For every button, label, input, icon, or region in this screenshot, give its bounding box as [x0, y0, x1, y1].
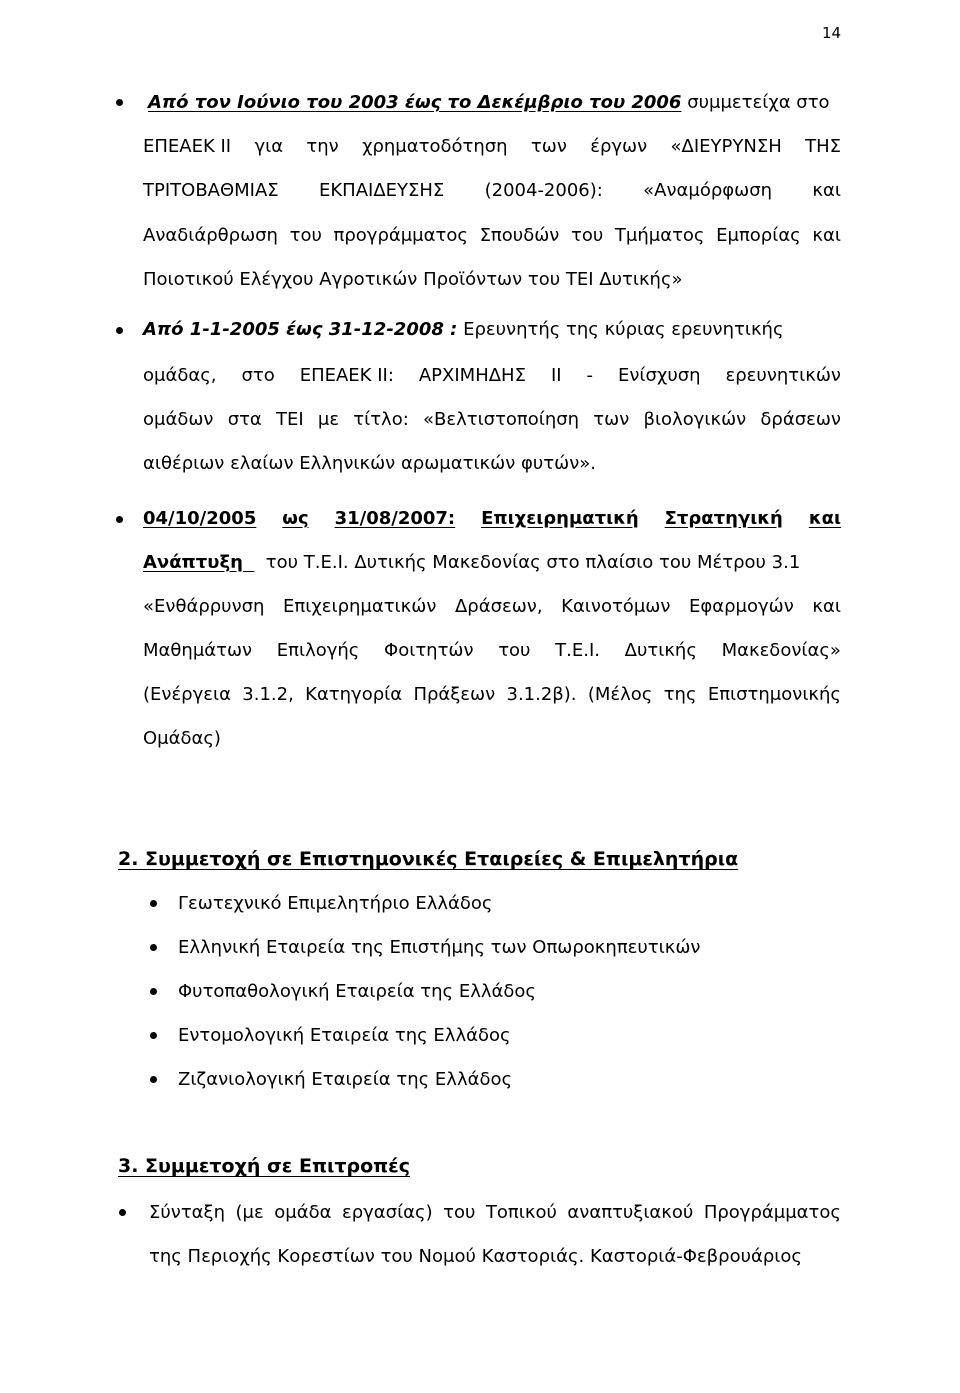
item1-line1-rest: συμμετείχα στο [687, 92, 830, 113]
item1-line3: ΤΡΙΤΟΒΑΘΜΙΑΣ ΕΚΠΑΙΔΕΥΣΗΣ (2004-2006): «Αναμόρφωση και [143, 180, 841, 201]
bullet-icon [116, 327, 123, 334]
item1-line2: ΕΠΕΑΕΚ ΙΙ για την χρηματοδότηση των έργων «ΔΙΕΥΡΥΝΣΗ ΤΗΣ [143, 136, 841, 157]
item3-line1: 04/10/2005 ως 31/08/2007: Επιχειρηματική Στρατηγική και [143, 508, 841, 529]
item2-line4: αιθέριων ελαίων Ελληνικών αρωματικών φυτών». [143, 453, 596, 474]
list-item: Γεωτεχνικό Επιμελητήριο Ελλάδος [178, 893, 493, 914]
bullet-icon [150, 1032, 157, 1039]
list-item: Εντομολογική Εταιρεία της Ελλάδος [178, 1025, 511, 1046]
item1-line1 [148, 92, 830, 114]
list-item: Ελληνική Εταιρεία της Επιστήμης των Οπωροκηπευτικών [178, 937, 701, 958]
item3-line6: Ομάδας) [143, 728, 221, 749]
bullet-icon [116, 99, 123, 106]
page-number: 14 [822, 24, 842, 42]
item2-line1 [143, 319, 784, 341]
section3-item1-line1: Σύνταξη (με ομάδα εργασίας) του Τοπικού αναπτυξιακού Προγράμματος [149, 1202, 841, 1223]
item3-lead: Ανάπτυξη [143, 552, 243, 573]
bullet-icon [150, 1076, 157, 1083]
item3-line5: (Ενέργεια 3.1.2, Κατηγορία Πράξεων 3.1.2β). (Μέλος της Επιστημονικής [143, 684, 841, 705]
item3-line2-rest: του Τ.Ε.Ι. Δυτικής Μακεδονίας στο πλαίσιο του Μέτρου 3.1 [265, 552, 801, 573]
list-item: Ζιζανιολογική Εταιρεία της Ελλάδος [178, 1069, 513, 1090]
item1-line4: Αναδιάρθρωση του προγράμματος Σπουδών του Τμήματος Εμπορίας και [143, 225, 841, 246]
item2-line1-rest: Ερευνητής της κύριας ερευνητικής [463, 319, 784, 340]
item2-line2: ομάδας, στο ΕΠΕΑΕΚ ΙΙ: ΑΡΧΙΜΗΔΗΣ ΙΙ - Ενίσχυση ερευνητικών [143, 365, 841, 386]
bullet-icon [150, 988, 157, 995]
item1-lead: Από τον Ιούνιο του 2003 έως το Δεκέμβριο του 2006 [148, 92, 682, 113]
item2-line3: ομάδων στα ΤΕΙ με τίτλο: «Βελτιστοποίηση των βιολογικών δράσεων [143, 409, 841, 430]
section3-heading: 3. Συμμετοχή σε Επιτροπές [118, 1155, 411, 1177]
item3-line4: Μαθημάτων Επιλογής Φοιτητών του Τ.Ε.Ι. Δυτικής Μακεδονίας» [143, 640, 841, 661]
bullet-icon [116, 516, 123, 523]
bullet-icon [119, 1209, 126, 1216]
item3-line3: «Ενθάρρυνση Επιχειρηματικών Δράσεων, Καινοτόμων Εφαρμογών και [143, 596, 841, 617]
item1-line5: Ποιοτικού Ελέγχου Αγροτικών Προϊόντων του ΤΕΙ Δυτικής» [143, 269, 683, 290]
bullet-icon [150, 944, 157, 951]
bullet-icon [150, 900, 157, 907]
list-item: Φυτοπαθολογική Εταιρεία της Ελλάδος [178, 981, 536, 1002]
section2-heading: 2. Συμμετοχή σε Επιστημονικές Εταιρείες & Επιμελητήρια [118, 848, 739, 870]
section3-item1-line2: της Περιοχής Κορεστίων του Νομού Καστοριάς. Καστοριά-Φεβρουάριος [149, 1246, 802, 1267]
item3-line2 [143, 552, 800, 574]
item2-lead: Από 1-1-2005 έως 31-12-2008 : [143, 319, 458, 340]
